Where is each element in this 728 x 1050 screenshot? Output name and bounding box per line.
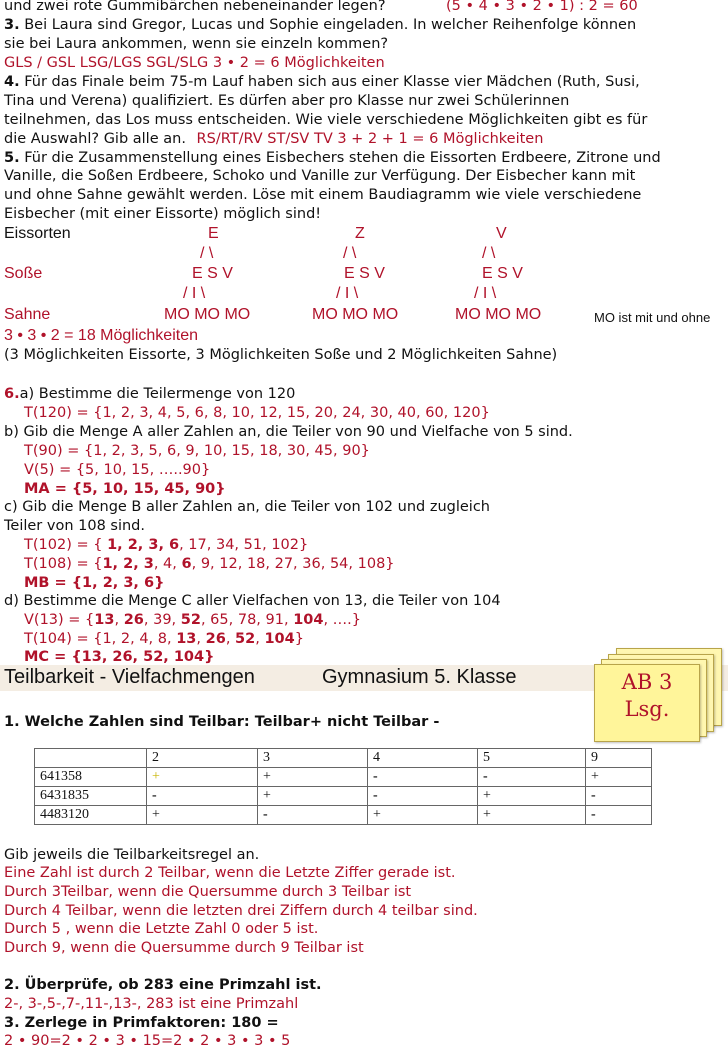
table-cell: + [478,806,586,825]
table-cell: + [478,787,586,806]
answer-bold: 26 [205,631,226,647]
table-cell: 641358 [35,768,147,787]
answer-6b-ma: MA = {5, 10, 15, 45, 90} [24,481,226,497]
answer-bold: 13 [94,612,115,628]
table-cell: + [147,806,258,825]
table-cell: - [478,768,586,787]
answer-bold: 52 [180,612,201,628]
answer-6c-t108 [24,555,395,573]
section-2-heading: 2. Überprüfe, ob 283 eine Primzahl ist. [4,977,322,993]
table-cell: - [368,787,478,806]
table-row [35,806,652,825]
answer-text: T(104) = {1, 2, 4, 8, [24,631,177,647]
question-6c-cont: Teiler von 108 sind. [4,518,145,534]
note-line: AB 3 [621,670,673,694]
table-cell: 6431835 [35,787,147,806]
table-header-cell: 5 [478,749,586,768]
tree-explanation: (3 Möglichkeiten Eissorte, 3 Möglichkeiten Soße und 2 Möglichkeiten Sahne) [4,347,558,363]
tree-node-mo: MO MO MO [455,306,542,323]
question-6c: c) Gib die Menge B aller Zahlen an, die Teiler von 102 und zugleich [4,499,490,515]
tree-label-sosse: Soße [4,265,43,282]
table-row [35,787,652,806]
tree-branch: / \ [482,245,496,262]
answer-6a: T(120) = {1, 2, 3, 4, 5, 6, 8, 10, 12, 15, 20, 24, 30, 40, 60, 120} [24,405,490,421]
question-number: 5. [4,150,20,166]
question-number: 6. [4,386,20,402]
question-text: a) Bestimme die Teilermenge von 120 [19,386,296,402]
answer-bold: 26 [123,612,144,628]
answer-text: , [225,631,236,647]
rule-line: Durch 5 , wenn die Letzte Zahl 0 oder 5 ist. [4,921,319,937]
answer-text: T(108) = { [24,556,103,572]
divisibility-table [34,748,652,825]
question-5-cont: und ohne Sahne gewählt werden. Löse mit einem Baudiagramm wie viele verschiedene [4,187,642,203]
tree-label-sahne: Sahne [4,306,51,323]
page-title: Teilbarkeit - Vielfachmengen [4,666,255,688]
answer-text: , [196,631,206,647]
table-header-cell [35,749,147,768]
question-text: die Auswahl? Gib alle an. [4,131,186,147]
question-6a [4,385,295,403]
rule-line: Durch 9, wenn die Quersumme durch 9 Teilbar ist [4,940,364,956]
table-cell: - [586,787,652,806]
question-text: Bei Laura sind Gregor, Lucas und Sophie eingeladen. In welcher Reihenfolge können [19,17,637,33]
section-1-heading: 1. Welche Zahlen sind Teilbar: Teilbar+ nicht Teilbar - [4,714,440,730]
answer-bold: 104 [264,631,295,647]
tree-node-z: Z [355,225,365,242]
answer-q3: GLS / GSL LSG/LGS SGL/SLG 3 • 2 = 6 Möglichkeiten [4,55,385,71]
rule-line: Durch 3Teilbar, wenn die Quersumme durch 3 Teilbar ist [4,884,412,900]
section-2-answer: 2-, 3-,5-,7-,11-,13-, 283 ist eine Primzahl [4,996,299,1012]
question-4-cont: teilnehmen, das Los muss entscheiden. Wie viele verschiedene Möglichkeiten gibt es für [4,112,648,128]
answer-6c-mb: MB = {1, 2, 3, 6} [24,575,165,591]
answer-bold: 104 [293,612,324,628]
answer-q4: RS/RT/RV ST/SV TV 3 + 2 + 1 = 6 Möglichkeiten [196,131,544,147]
tree-node-mo: MO MO MO [312,306,399,323]
tree-node-v: V [496,225,507,242]
tree-branch: / \ [200,245,214,262]
text-line [4,0,386,15]
table-cell: + [258,787,368,806]
table-header-cell: 4 [368,749,478,768]
tree-branch: / I \ [474,285,497,302]
answer-text: , 65, 78, 91, [200,612,294,628]
answer-text: , 9, 12, 18, 27, 36, 54, 108} [191,556,395,572]
answer-text: , ….} [323,612,362,628]
question-3 [4,16,636,34]
table-cell: - [258,806,368,825]
page-subtitle: Gymnasium 5. Klasse [322,666,517,688]
answer-text: , 4, [153,556,182,572]
answer-6d-t104 [24,630,304,648]
question-text: Für die Zusammenstellung eines Eisbechers stehen die Eissorten Erdbeere, Zitrone und [19,150,661,166]
tree-note: MO ist mit und ohne [594,310,711,325]
table-header-cell: 2 [147,749,258,768]
table-cell: - [368,768,478,787]
tree-node-esv: E S V [482,265,523,282]
answer-text: , 17, 34, 51, 102} [179,537,309,553]
answer-bold: 1, 2, 3, 6 [107,537,180,553]
answer-text: , [114,612,124,628]
answer-6d-v13 [24,611,361,629]
question-text: Für das Finale beim 75-m Lauf haben sich aus einer Klasse vier Mädchen (Ruth, Susi, [19,74,640,90]
tree-node-mo: MO MO MO [164,306,251,323]
question-4-cont [4,130,543,148]
table-cell: + [258,768,368,787]
table-cell: + [147,768,258,787]
question-text: und zwei rote Gummibärchen nebeneinander legen? [4,0,386,14]
question-5-cont: Vanille, die Soßen Erdbeere, Schoko und Vanille zur Verfügung. Der Eisbecher kann mit [4,168,636,184]
section-3-heading: 3. Zerlege in Primfaktoren: 180 = [4,1015,279,1031]
question-number: 3. [4,17,20,33]
answer-6b-t90: T(90) = {1, 2, 3, 5, 6, 9, 10, 15, 18, 30, 45, 90} [24,443,370,459]
answer-text: , 39, [143,612,181,628]
answer-bold: 6 [181,556,192,572]
question-5-cont: Eisbecher (mit einer Eissorte) möglich sind! [4,206,322,222]
table-cell: - [586,806,652,825]
table-cell: + [586,768,652,787]
answer-text: } [294,631,304,647]
tree-branch: / I \ [336,285,359,302]
table-header-cell: 9 [586,749,652,768]
answer-text: V(13) = { [24,612,95,628]
question-6d: d) Bestimme die Menge C aller Vielfachen von 13, die Teiler von 104 [4,593,501,609]
answer-6c-t102 [24,536,308,554]
answer-q2: (5 • 4 • 3 • 2 • 1) : 2 = 60 [446,0,638,14]
question-4 [4,73,640,91]
note-front [594,664,700,742]
answer-text: T(102) = { [24,537,108,553]
tree-branch: / \ [343,245,357,262]
rules-intro: Gib jeweils die Teilbarkeitsregel an. [4,847,260,863]
tree-node-esv: E S V [344,265,385,282]
answer-bold: 13 [176,631,197,647]
note-line: Lsg. [624,697,670,721]
rule-line: Durch 4 Teilbar, wenn die letzten drei Ziffern durch 4 teilbar sind. [4,903,478,919]
answer-bold: 1, 2, 3 [102,556,154,572]
tree-node-e: E [208,225,219,242]
answer-6b-v5: V(5) = {5, 10, 15, …..90} [24,462,211,478]
tree-result: 3 • 3 • 2 = 18 Möglichkeiten [4,327,198,344]
question-3-cont: sie bei Laura ankommen, wenn sie einzeln kommen? [4,36,389,52]
table-cell: + [368,806,478,825]
rule-line: Eine Zahl ist durch 2 Teilbar, wenn die Letzte Ziffer gerade ist. [4,865,456,881]
worksheet-label-note [594,648,724,740]
table-cell: - [147,787,258,806]
tree-node-esv: E S V [192,265,233,282]
answer-bold: 52 [235,631,256,647]
tree-branch: / I \ [183,285,206,302]
question-5 [4,149,661,167]
section-3-answer: 2 • 90=2 • 2 • 3 • 15=2 • 2 • 3 • 3 • 5 [4,1033,291,1049]
answer-6d-mc: MC = {13, 26, 52, 104} [24,649,215,665]
table-row [35,768,652,787]
question-number: 4. [4,74,20,90]
answer-text: , [255,631,265,647]
note-label [595,669,699,723]
question-4-cont: Tina und Verena) qualifiziert. Es dürfen aber pro Klasse nur zwei Schülerinnen [4,93,570,109]
table-header-cell: 3 [258,749,368,768]
table-header-row [35,749,652,768]
table-cell: 4483120 [35,806,147,825]
tree-label-eissorten: Eissorten [4,225,71,242]
question-6b: b) Gib die Menge A aller Zahlen an, die Teiler von 90 und Vielfache von 5 sind. [4,424,573,440]
